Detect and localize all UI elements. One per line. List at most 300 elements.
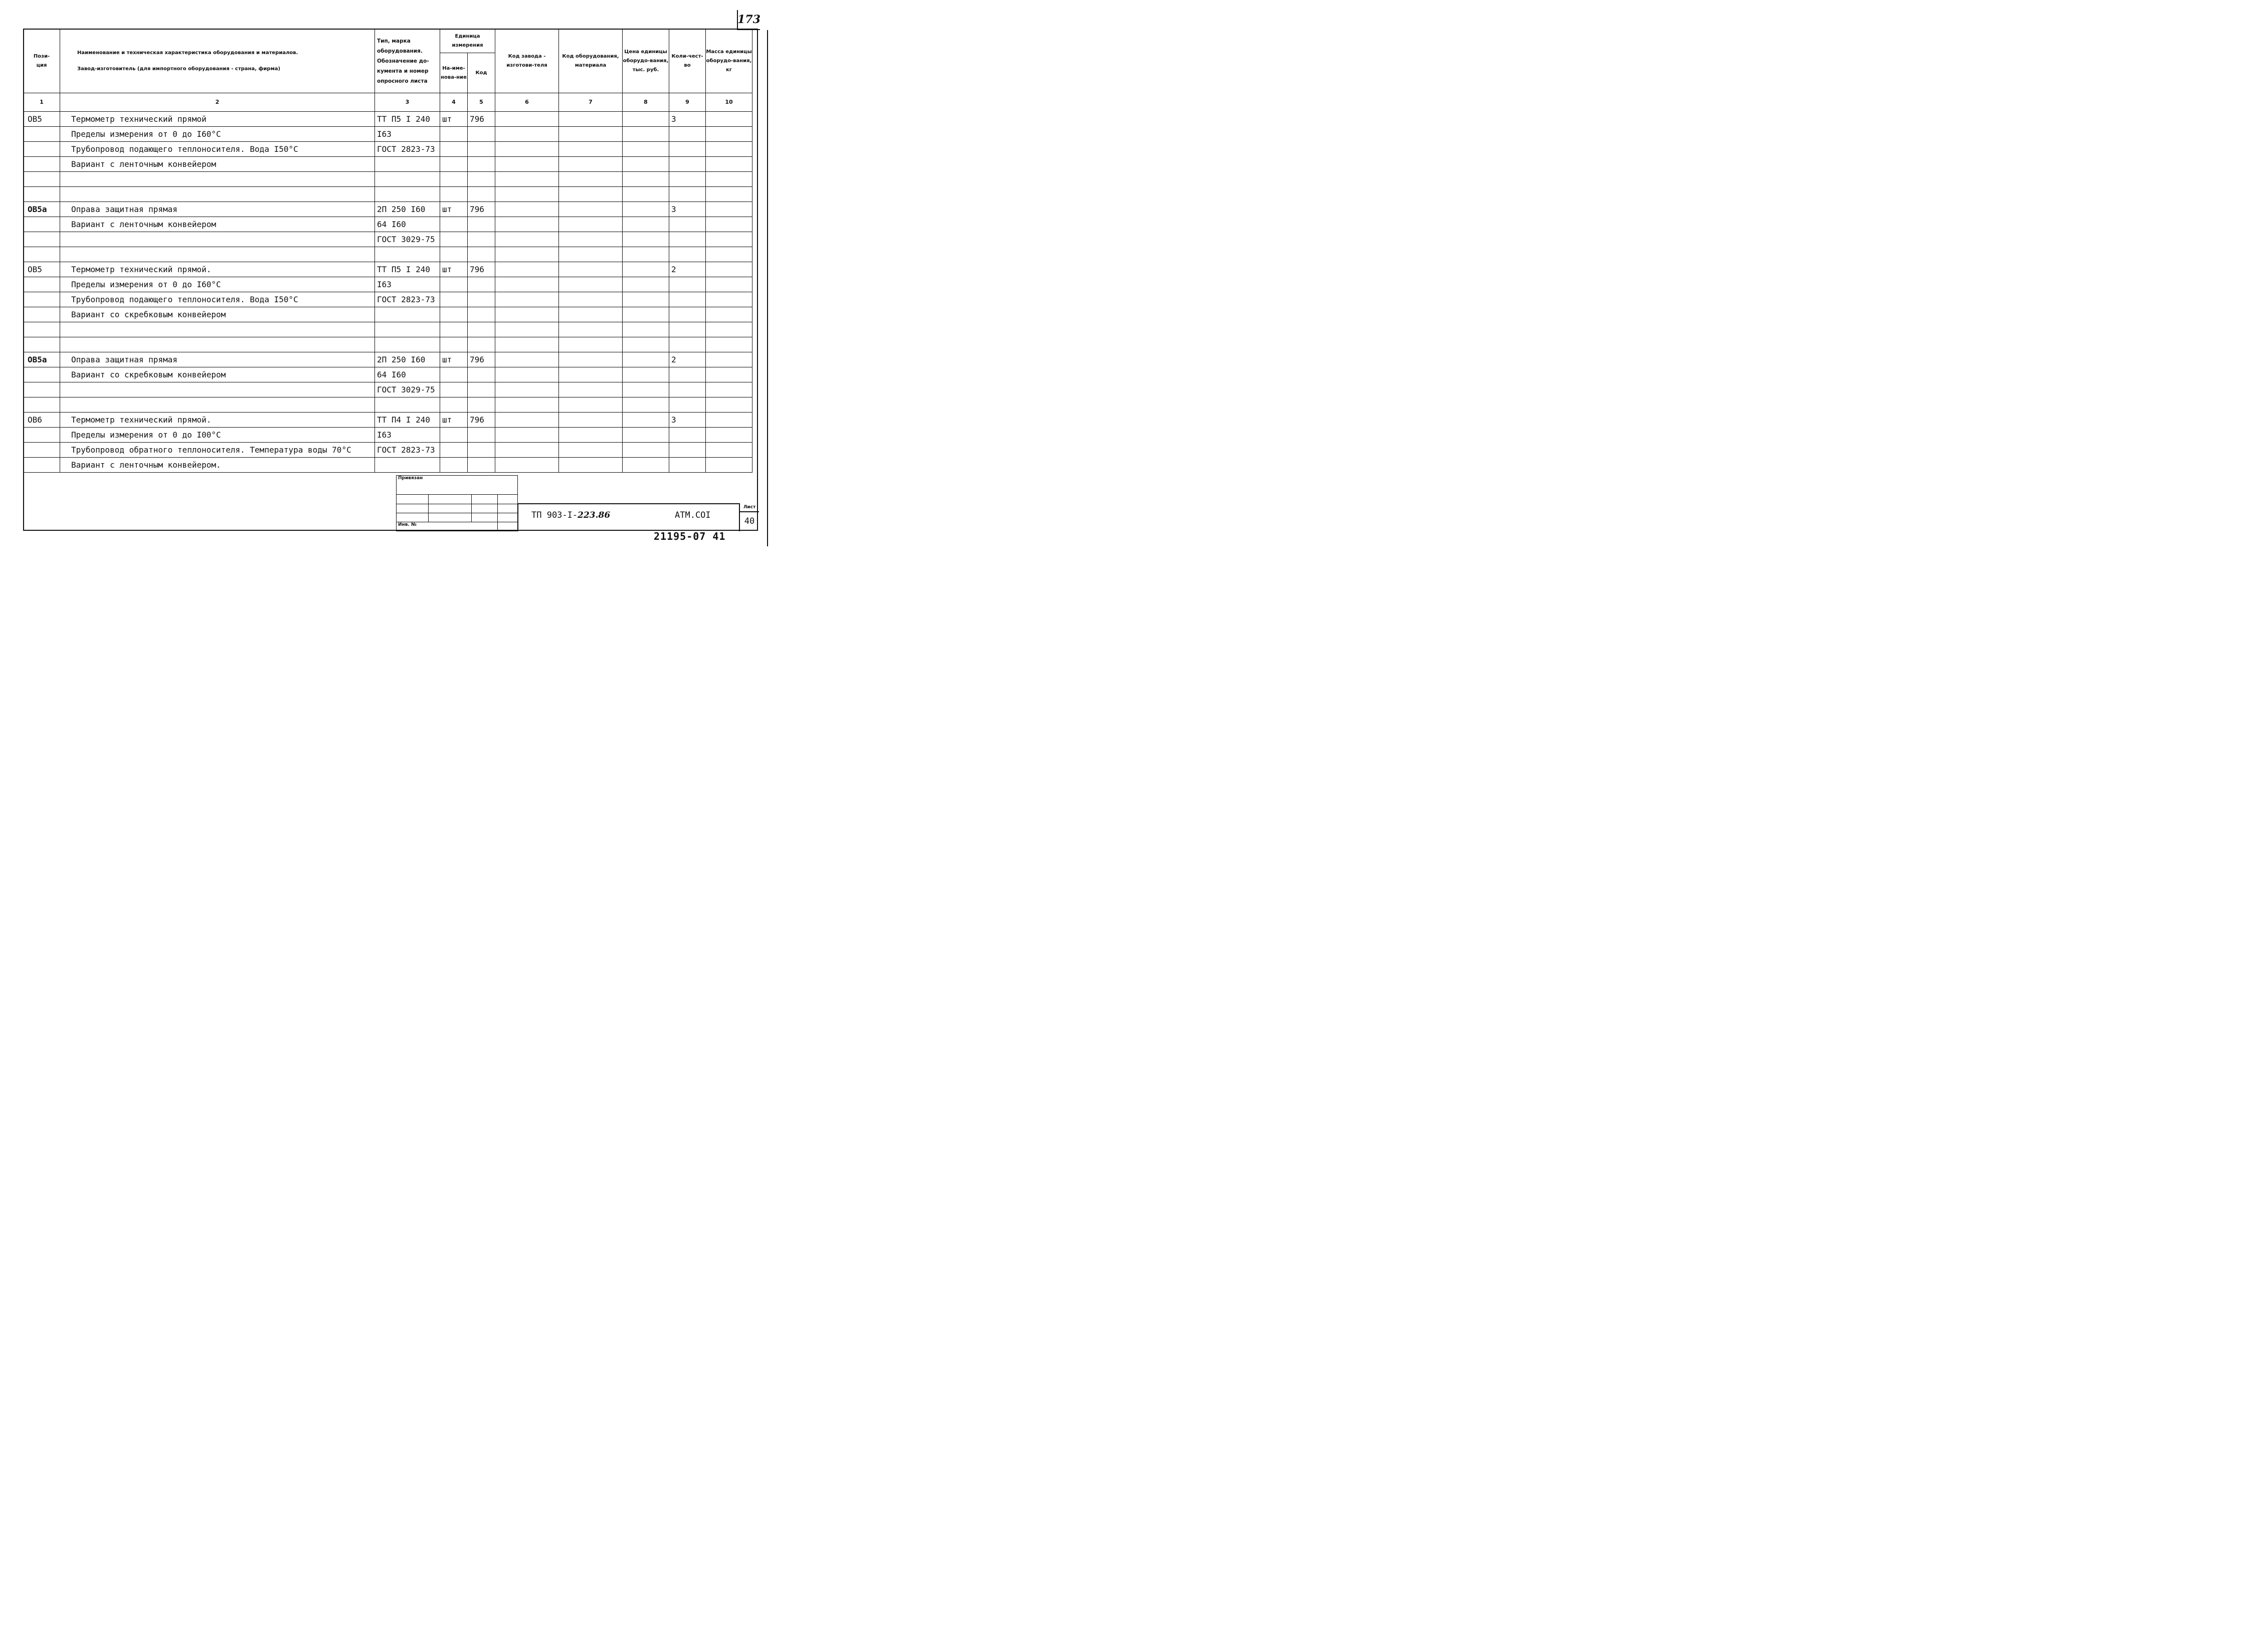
cell-empty <box>706 458 752 473</box>
cell-name: Пределы измерения от 0 до I60°C <box>60 277 375 292</box>
cell-unit <box>440 322 468 337</box>
cell-empty <box>495 382 559 397</box>
cell-empty <box>559 382 623 397</box>
cell-empty <box>559 157 623 172</box>
cell-type: ГОСТ 2823-73 <box>375 443 440 458</box>
cell-name: Вариант с ленточным конвейером. <box>60 458 375 473</box>
table-row <box>24 112 752 127</box>
cell-qty <box>669 337 706 352</box>
cell-empty <box>623 202 669 217</box>
table-row <box>24 172 752 187</box>
column-number: 4 <box>440 93 468 112</box>
cell-empty <box>559 413 623 428</box>
cell-pos <box>24 277 60 292</box>
sheet-box <box>739 503 759 531</box>
header-unit-name: На-име-нова-ние <box>440 53 468 93</box>
cell-pos <box>24 232 60 247</box>
document-mark: АТМ.СОI <box>675 510 711 520</box>
cell-qty <box>669 172 706 187</box>
cell-code <box>468 187 495 202</box>
cell-name: Трубопровод обратного теплоносителя. Температура воды 70°C <box>60 443 375 458</box>
cell-name <box>60 187 375 202</box>
cell-pos: ОВ6 <box>24 413 60 428</box>
cell-qty <box>669 458 706 473</box>
cell-name: Оправа защитная прямая <box>60 352 375 367</box>
inventory-label: Инв. № <box>397 522 498 531</box>
cell-empty <box>623 247 669 262</box>
cell-qty <box>669 247 706 262</box>
cell-empty <box>706 127 752 142</box>
cell-empty <box>623 127 669 142</box>
title-divider-vertical <box>517 503 518 531</box>
cell-unit <box>440 428 468 443</box>
table-row <box>24 187 752 202</box>
cell-pos <box>24 458 60 473</box>
header-factory-code: Код завода - изготови-теля <box>495 29 559 93</box>
cell-empty <box>623 367 669 382</box>
cell-empty <box>623 112 669 127</box>
cell-unit <box>440 217 468 232</box>
cell-unit: шт <box>440 112 468 127</box>
cell-type: 2П 250 I60 <box>375 202 440 217</box>
cell-unit: шт <box>440 202 468 217</box>
cell-empty <box>495 337 559 352</box>
cell-empty <box>559 172 623 187</box>
cell-empty <box>495 262 559 277</box>
cell-empty <box>495 127 559 142</box>
cell-empty <box>559 232 623 247</box>
cell-pos <box>24 337 60 352</box>
table-row <box>24 292 752 307</box>
table-row <box>24 127 752 142</box>
cell-empty <box>623 352 669 367</box>
sheet-value: 40 <box>744 516 755 526</box>
cell-name <box>60 382 375 397</box>
title-divider-horizontal <box>517 503 739 504</box>
cell-name <box>60 247 375 262</box>
cell-pos <box>24 217 60 232</box>
cell-empty <box>495 187 559 202</box>
cell-qty <box>669 232 706 247</box>
cell-code <box>468 142 495 157</box>
cell-empty <box>623 157 669 172</box>
cell-type: ТТ П5 I 240 <box>375 112 440 127</box>
cell-empty <box>495 322 559 337</box>
title-block-stamp <box>396 475 518 531</box>
cell-name <box>60 337 375 352</box>
cell-unit <box>440 187 468 202</box>
cell-code <box>468 157 495 172</box>
column-number: 9 <box>669 93 706 112</box>
cell-code <box>468 217 495 232</box>
cell-name <box>60 232 375 247</box>
cell-qty <box>669 443 706 458</box>
cell-code: 796 <box>468 112 495 127</box>
cell-type <box>375 337 440 352</box>
cell-code: 796 <box>468 262 495 277</box>
cell-empty <box>623 217 669 232</box>
cell-empty <box>706 202 752 217</box>
table-row <box>24 247 752 262</box>
table-row <box>24 428 752 443</box>
cell-empty <box>623 292 669 307</box>
cell-empty <box>559 443 623 458</box>
cell-qty <box>669 127 706 142</box>
cell-qty: 2 <box>669 262 706 277</box>
table-row <box>24 397 752 413</box>
cell-qty: 3 <box>669 413 706 428</box>
cell-pos: ОВ5 <box>24 262 60 277</box>
cell-empty <box>623 142 669 157</box>
cell-empty <box>706 172 752 187</box>
cell-unit: шт <box>440 413 468 428</box>
attached-label: Привязан <box>397 476 518 495</box>
cell-qty <box>669 217 706 232</box>
cell-empty <box>495 397 559 413</box>
cell-empty <box>706 397 752 413</box>
column-number: 3 <box>375 93 440 112</box>
cell-pos: ОВ5а <box>24 202 60 217</box>
cell-code <box>468 307 495 322</box>
cell-empty <box>706 382 752 397</box>
cell-empty <box>706 428 752 443</box>
column-number: 8 <box>623 93 669 112</box>
cell-empty <box>706 413 752 428</box>
cell-name: Трубопровод подающего теплоносителя. Вода I50°C <box>60 142 375 157</box>
cell-unit <box>440 337 468 352</box>
table-row <box>24 142 752 157</box>
cell-type: I63 <box>375 127 440 142</box>
cell-qty: 3 <box>669 112 706 127</box>
cell-type: I63 <box>375 277 440 292</box>
cell-code: 796 <box>468 413 495 428</box>
cell-unit: шт <box>440 262 468 277</box>
cell-empty <box>495 292 559 307</box>
cell-empty <box>559 277 623 292</box>
cell-code: 796 <box>468 202 495 217</box>
cell-empty <box>559 202 623 217</box>
cell-empty <box>706 232 752 247</box>
cell-empty <box>623 172 669 187</box>
header-position: Пози- ция <box>24 29 60 93</box>
cell-code <box>468 322 495 337</box>
cell-name: Термометр технический прямой <box>60 112 375 127</box>
cell-pos <box>24 428 60 443</box>
cell-type <box>375 322 440 337</box>
cell-empty <box>495 428 559 443</box>
cell-empty <box>706 142 752 157</box>
cell-qty <box>669 277 706 292</box>
cell-empty <box>559 292 623 307</box>
cell-empty <box>559 307 623 322</box>
cell-type <box>375 458 440 473</box>
table-row <box>24 262 752 277</box>
column-number: 1 <box>24 93 60 112</box>
cell-name <box>60 397 375 413</box>
cell-qty: 3 <box>669 202 706 217</box>
cell-empty <box>623 232 669 247</box>
cell-qty <box>669 292 706 307</box>
cell-qty <box>669 367 706 382</box>
cell-empty <box>706 307 752 322</box>
cell-pos <box>24 367 60 382</box>
column-number: 10 <box>706 93 752 112</box>
cell-empty <box>706 337 752 352</box>
cell-empty <box>559 112 623 127</box>
table-row <box>24 232 752 247</box>
header-name-line2: Завод-изготовитель (для импортного оборудования - страна, фирма) <box>77 66 281 72</box>
cell-pos <box>24 382 60 397</box>
table-row <box>24 277 752 292</box>
cell-pos <box>24 247 60 262</box>
inventory-number: 21195-07 41 <box>654 530 726 542</box>
cell-unit <box>440 247 468 262</box>
cell-type: ТТ П5 I 240 <box>375 262 440 277</box>
cell-empty <box>495 458 559 473</box>
cell-pos <box>24 142 60 157</box>
table-row <box>24 202 752 217</box>
cell-qty <box>669 187 706 202</box>
cell-empty <box>559 217 623 232</box>
cell-qty <box>669 428 706 443</box>
cell-empty <box>706 112 752 127</box>
cell-empty <box>559 262 623 277</box>
table-row <box>24 157 752 172</box>
table-row <box>24 352 752 367</box>
cell-name: Термометр технический прямой. <box>60 413 375 428</box>
header-unit-group: Единица измерения <box>440 29 495 53</box>
column-number: 7 <box>559 93 623 112</box>
cell-code <box>468 172 495 187</box>
document-code <box>531 510 610 520</box>
cell-type <box>375 187 440 202</box>
cell-name: Вариант со скребковым конвейером <box>60 367 375 382</box>
edge-line <box>767 30 768 546</box>
cell-code <box>468 292 495 307</box>
cell-empty <box>559 367 623 382</box>
cell-empty <box>495 172 559 187</box>
cell-qty: 2 <box>669 352 706 367</box>
cell-empty <box>559 397 623 413</box>
cell-empty <box>706 187 752 202</box>
cell-pos <box>24 187 60 202</box>
cell-name: Оправа защитная прямая <box>60 202 375 217</box>
cell-empty <box>623 428 669 443</box>
cell-empty <box>706 157 752 172</box>
cell-unit <box>440 127 468 142</box>
cell-qty <box>669 397 706 413</box>
cell-qty <box>669 382 706 397</box>
table-row <box>24 217 752 232</box>
cell-type: ГОСТ 2823-73 <box>375 292 440 307</box>
cell-unit <box>440 277 468 292</box>
cell-name: Термометр технический прямой. <box>60 262 375 277</box>
cell-empty <box>495 217 559 232</box>
cell-code <box>468 247 495 262</box>
document-code-prefix: ТП 903-I- <box>531 510 578 520</box>
cell-type: I63 <box>375 428 440 443</box>
cell-pos: ОВ5а <box>24 352 60 367</box>
header-quantity: Коли-чест-во <box>669 29 706 93</box>
cell-name: Вариант со скребковым конвейером <box>60 307 375 322</box>
cell-empty <box>706 277 752 292</box>
table-row <box>24 443 752 458</box>
cell-type <box>375 307 440 322</box>
table-row <box>24 337 752 352</box>
cell-empty <box>559 142 623 157</box>
table-row <box>24 307 752 322</box>
cell-unit: шт <box>440 352 468 367</box>
cell-code <box>468 428 495 443</box>
cell-pos <box>24 307 60 322</box>
cell-unit <box>440 157 468 172</box>
cell-empty <box>706 443 752 458</box>
cell-unit <box>440 142 468 157</box>
cell-pos <box>24 443 60 458</box>
cell-unit <box>440 292 468 307</box>
table-row <box>24 413 752 428</box>
header-type: Тип, марка оборудования. Обозначение до-кумента и номер опросного листа <box>375 29 440 93</box>
cell-pos: ОВ5 <box>24 112 60 127</box>
cell-name <box>60 322 375 337</box>
header-material-code: Код оборудования, материала <box>559 29 623 93</box>
cell-empty <box>559 337 623 352</box>
cell-type: ГОСТ 3029-75 <box>375 382 440 397</box>
cell-unit <box>440 232 468 247</box>
cell-empty <box>706 262 752 277</box>
cell-name: Пределы измерения от 0 до I00°C <box>60 428 375 443</box>
header-mass: Масса единицы оборудо-вания, кг <box>706 29 752 93</box>
cell-empty <box>623 458 669 473</box>
cell-empty <box>559 247 623 262</box>
cell-pos <box>24 127 60 142</box>
cell-empty <box>559 187 623 202</box>
cell-empty <box>623 187 669 202</box>
cell-empty <box>559 428 623 443</box>
sheet-label: Лист <box>740 503 759 512</box>
cell-empty <box>623 262 669 277</box>
column-number: 5 <box>468 93 495 112</box>
cell-code <box>468 382 495 397</box>
cell-qty <box>669 142 706 157</box>
cell-unit <box>440 397 468 413</box>
cell-code <box>468 367 495 382</box>
cell-empty <box>623 337 669 352</box>
cell-code <box>468 232 495 247</box>
cell-empty <box>559 322 623 337</box>
cell-type: 2П 250 I60 <box>375 352 440 367</box>
cell-empty <box>495 413 559 428</box>
cell-type: ГОСТ 3029-75 <box>375 232 440 247</box>
column-number: 2 <box>60 93 375 112</box>
cell-type: 64 I60 <box>375 217 440 232</box>
cell-pos <box>24 157 60 172</box>
cell-code <box>468 397 495 413</box>
cell-empty <box>495 352 559 367</box>
cell-unit <box>440 367 468 382</box>
cell-empty <box>706 352 752 367</box>
cell-qty <box>669 307 706 322</box>
cell-empty <box>706 367 752 382</box>
cell-empty <box>706 292 752 307</box>
cell-type <box>375 247 440 262</box>
cell-empty <box>495 367 559 382</box>
cell-empty <box>623 443 669 458</box>
cell-empty <box>559 458 623 473</box>
specification-table <box>23 29 752 473</box>
cell-type: 64 I60 <box>375 367 440 382</box>
header-unit-code: Код <box>468 53 495 93</box>
cell-code <box>468 337 495 352</box>
table-row <box>24 367 752 382</box>
cell-name: Вариант с ленточным конвейером <box>60 157 375 172</box>
cell-empty <box>559 352 623 367</box>
cell-empty <box>495 157 559 172</box>
cell-pos <box>24 292 60 307</box>
cell-code <box>468 277 495 292</box>
cell-code: 796 <box>468 352 495 367</box>
cell-unit <box>440 458 468 473</box>
document-code-handwritten: 223.86 <box>578 510 611 520</box>
cell-empty <box>495 202 559 217</box>
cell-empty <box>623 322 669 337</box>
cell-empty <box>623 397 669 413</box>
cell-type: ГОСТ 2823-73 <box>375 142 440 157</box>
cell-empty <box>495 277 559 292</box>
cell-empty <box>495 443 559 458</box>
table-row <box>24 322 752 337</box>
cell-empty <box>706 247 752 262</box>
cell-empty <box>706 217 752 232</box>
cell-name: Трубопровод подающего теплоносителя. Вода I50°C <box>60 292 375 307</box>
cell-type <box>375 397 440 413</box>
cell-empty <box>495 112 559 127</box>
cell-empty <box>495 142 559 157</box>
cell-code <box>468 127 495 142</box>
header-price: Цена единицы оборудо-вания, тыс. руб. <box>623 29 669 93</box>
header-name <box>60 29 375 93</box>
cell-unit <box>440 443 468 458</box>
cell-empty <box>706 322 752 337</box>
cell-empty <box>623 277 669 292</box>
cell-pos <box>24 322 60 337</box>
cell-name: Вариант с ленточным конвейером <box>60 217 375 232</box>
cell-empty <box>623 307 669 322</box>
cell-name <box>60 172 375 187</box>
cell-qty <box>669 322 706 337</box>
cell-pos <box>24 172 60 187</box>
cell-code <box>468 443 495 458</box>
cell-empty <box>495 307 559 322</box>
cell-pos <box>24 397 60 413</box>
cell-type <box>375 172 440 187</box>
cell-unit <box>440 307 468 322</box>
cell-empty <box>623 382 669 397</box>
cell-unit <box>440 172 468 187</box>
cell-type: ТТ П4 I 240 <box>375 413 440 428</box>
cell-empty <box>559 127 623 142</box>
header-name-line1: Наименование и техническая характеристика оборудования и материалов. <box>77 50 298 56</box>
cell-empty <box>495 247 559 262</box>
cell-name: Пределы измерения от 0 до I60°C <box>60 127 375 142</box>
table-row <box>24 382 752 397</box>
table-row <box>24 458 752 473</box>
column-number: 6 <box>495 93 559 112</box>
cell-unit <box>440 382 468 397</box>
sheet-number: 173 <box>737 10 760 30</box>
cell-empty <box>623 413 669 428</box>
cell-empty <box>495 232 559 247</box>
